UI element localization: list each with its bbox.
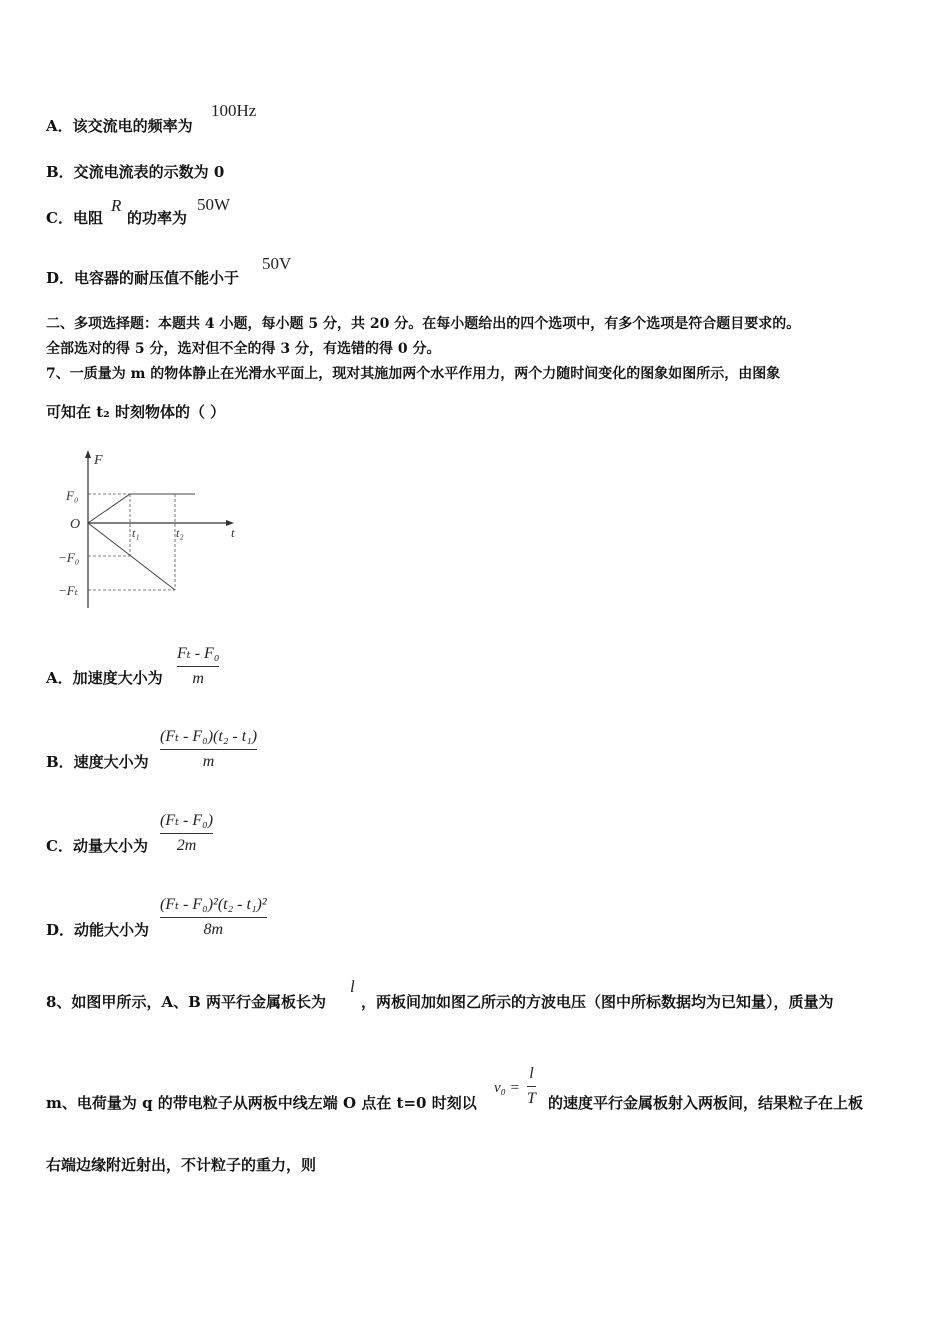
q7-option-c-denominator: 2m xyxy=(176,837,197,854)
q7-option-b-label: B．速度大小为 xyxy=(46,753,149,771)
f0-label: F₀ xyxy=(66,488,79,503)
q6-option-b: B．交流电流表的示数为 0 xyxy=(46,163,225,181)
q7-option-d-numerator: (Fₜ - F₀)²(t₂ - t₁)² xyxy=(160,896,267,913)
q6-option-c-value: 50W xyxy=(197,195,231,214)
t1-label: t₁ xyxy=(132,526,140,540)
q7-option-d-denominator: 8m xyxy=(203,921,224,938)
f-axis-label: F xyxy=(94,453,103,468)
section2-line1: 二、多项选择题：本题共 4 小题，每小题 5 分，共 20 分。在每小题给出的四个选项中，有多个选项是符合题目要求的。 xyxy=(46,316,801,332)
section2-line2: 全部选对的得 5 分，选对但不全的得 3 分，有选错的得 0 分。 xyxy=(46,341,441,357)
q7-option-c-numerator: (Fₜ - F₀) xyxy=(160,812,214,829)
q7-option-a-fraction xyxy=(177,644,219,689)
force1-ramp xyxy=(88,494,130,523)
q7-option-b-fraction xyxy=(160,727,257,772)
q7-option-a-denominator: m xyxy=(192,670,204,687)
neg-f0-label: −F₀ xyxy=(58,550,80,565)
origin-label: O xyxy=(70,517,81,532)
q8-stem-line2a: m、电荷量为 q 的带电粒子从两板中线左端 O 点在 t=0 时刻以 xyxy=(46,1094,477,1112)
q7-option-a-numerator: Fₜ - F₀ xyxy=(177,645,220,662)
q7-option-a-label: A．加速度大小为 xyxy=(46,669,163,687)
q8-v0-numerator: l xyxy=(529,1065,534,1082)
q8-stem-line1a: 8、如图甲所示，A、B 两平行金属板长为 xyxy=(46,993,326,1011)
q7-option-b-denominator: m xyxy=(202,753,215,770)
q7-option-d-label: D．动能大小为 xyxy=(46,921,150,939)
q8-v0-label: v₀ = xyxy=(494,1080,520,1096)
f-axis-arrow xyxy=(85,450,91,458)
q7-option-d-fraction xyxy=(160,895,267,940)
q7-stem-line1: 7、一质量为 m 的物体静止在光滑水平面上，现对其施加两个水平作用力，两个力随时间变化的图象如图所示，由图象 xyxy=(46,366,781,382)
q8-v0-fraction xyxy=(527,1064,536,1109)
fraction-bar xyxy=(160,833,213,834)
q8-stem-line1b: ，两板间加如图乙所示的方波电压（图中所标数据均为已知量），质量为 xyxy=(361,993,834,1011)
q7-option-b-numerator: (Fₜ - F₀)(t₂ - t₁) xyxy=(160,728,258,745)
q6-option-a xyxy=(46,116,193,136)
fraction-bar xyxy=(160,749,257,750)
q7-stem-line2: 可知在 t₂ 时刻物体的（ ） xyxy=(46,403,226,421)
q6-option-c-label1: C．电阻 xyxy=(46,209,103,227)
q6-option-a-label: A．该交流电的频率为 xyxy=(46,117,193,135)
q8-v0-denominator: T xyxy=(527,1090,536,1107)
fraction-bar xyxy=(177,666,219,667)
q6-option-c-label2: 的功率为 xyxy=(127,209,188,227)
q6-option-c xyxy=(46,208,103,228)
q8-length-symbol: l xyxy=(350,977,355,996)
t2-label: t₂ xyxy=(176,526,184,540)
q7-option-c-label: C．动量大小为 xyxy=(46,837,148,855)
q6-option-c-symbol: R xyxy=(111,196,122,215)
fraction-bar xyxy=(160,917,267,918)
q8-stem-line2b: 的速度平行金属板射入两板间，结果粒子在上板 xyxy=(548,1094,864,1112)
q7-force-time-graph xyxy=(50,448,240,613)
q6-option-d-value: 50V xyxy=(262,254,292,273)
q8-stem-line3: 右端边缘附近射出，不计粒子的重力，则 xyxy=(46,1156,317,1174)
neg-ft-label: −Fₜ xyxy=(58,583,78,598)
q6-option-d: D．电容器的耐压值不能小于 xyxy=(46,269,240,287)
t-axis-label: t xyxy=(231,525,235,540)
q7-option-c-fraction xyxy=(160,811,213,856)
fraction-bar xyxy=(527,1086,536,1087)
q6-option-a-value: 100Hz xyxy=(211,101,257,120)
